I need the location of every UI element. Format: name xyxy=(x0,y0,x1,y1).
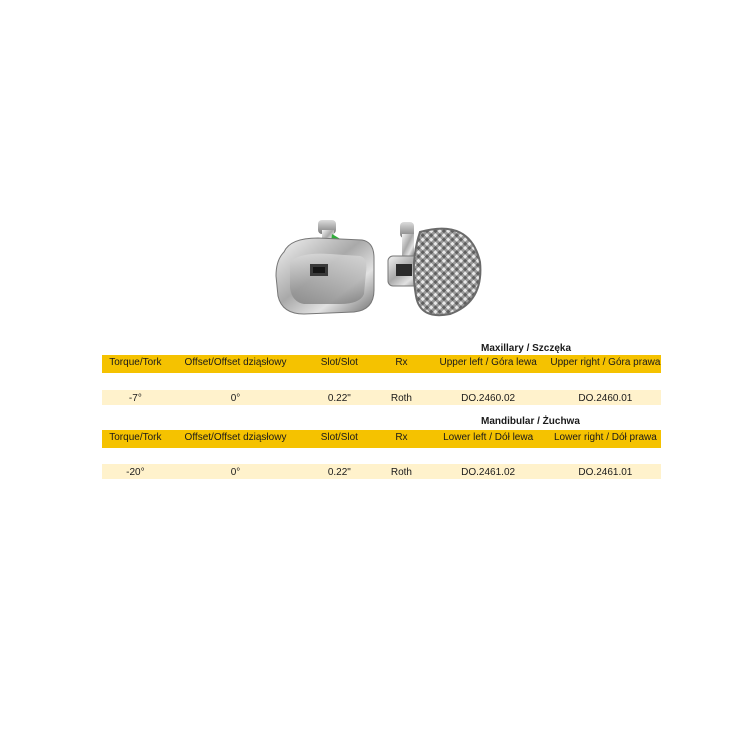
cell-rx: Roth xyxy=(390,467,412,478)
bracket-product-image xyxy=(270,212,492,324)
back-bracket-mesh xyxy=(388,222,480,315)
header-lower-left: Lower left / Dół lewa xyxy=(443,432,534,443)
maxillary-header-row xyxy=(102,355,661,373)
cell-slot: 0.22" xyxy=(327,393,351,404)
cell-lower-left: DO.2461.02 xyxy=(461,467,516,478)
header-lower-right: Lower right / Dół prawa xyxy=(553,432,657,443)
header-slot: Slot/Slot xyxy=(320,432,358,443)
cell-rx: Roth xyxy=(390,393,412,404)
header-upper-right: Upper right / Góra prawa xyxy=(550,357,661,368)
cell-torque: -7° xyxy=(128,393,142,404)
header-upper-left: Upper left / Góra lewa xyxy=(439,357,537,368)
cell-torque: -20° xyxy=(126,467,145,478)
cell-upper-right: DO.2460.01 xyxy=(578,393,633,404)
header-offset: Offset/Offset dziąsłowy xyxy=(184,432,287,443)
header-slot: Slot/Slot xyxy=(320,357,358,368)
header-rx: Rx xyxy=(395,357,408,368)
cell-lower-right: DO.2461.01 xyxy=(578,467,633,478)
header-rx: Rx xyxy=(395,432,408,443)
header-offset: Offset/Offset dziąsłowy xyxy=(184,357,287,368)
mandibular-data-row xyxy=(102,464,661,479)
cell-offset: 0° xyxy=(230,467,241,478)
maxillary-title: Maxillary / Szczęka xyxy=(481,343,572,354)
maxillary-data-row xyxy=(102,390,661,405)
cell-upper-left: DO.2460.02 xyxy=(461,393,516,404)
cell-slot: 0.22" xyxy=(327,467,351,478)
header-torque: Torque/Tork xyxy=(109,432,162,443)
cell-offset: 0° xyxy=(230,393,241,404)
mandibular-header-row xyxy=(102,430,661,448)
front-bracket xyxy=(276,220,374,314)
mandibular-title: Mandibular / Żuchwa xyxy=(481,416,580,427)
header-torque: Torque/Tork xyxy=(109,357,162,368)
